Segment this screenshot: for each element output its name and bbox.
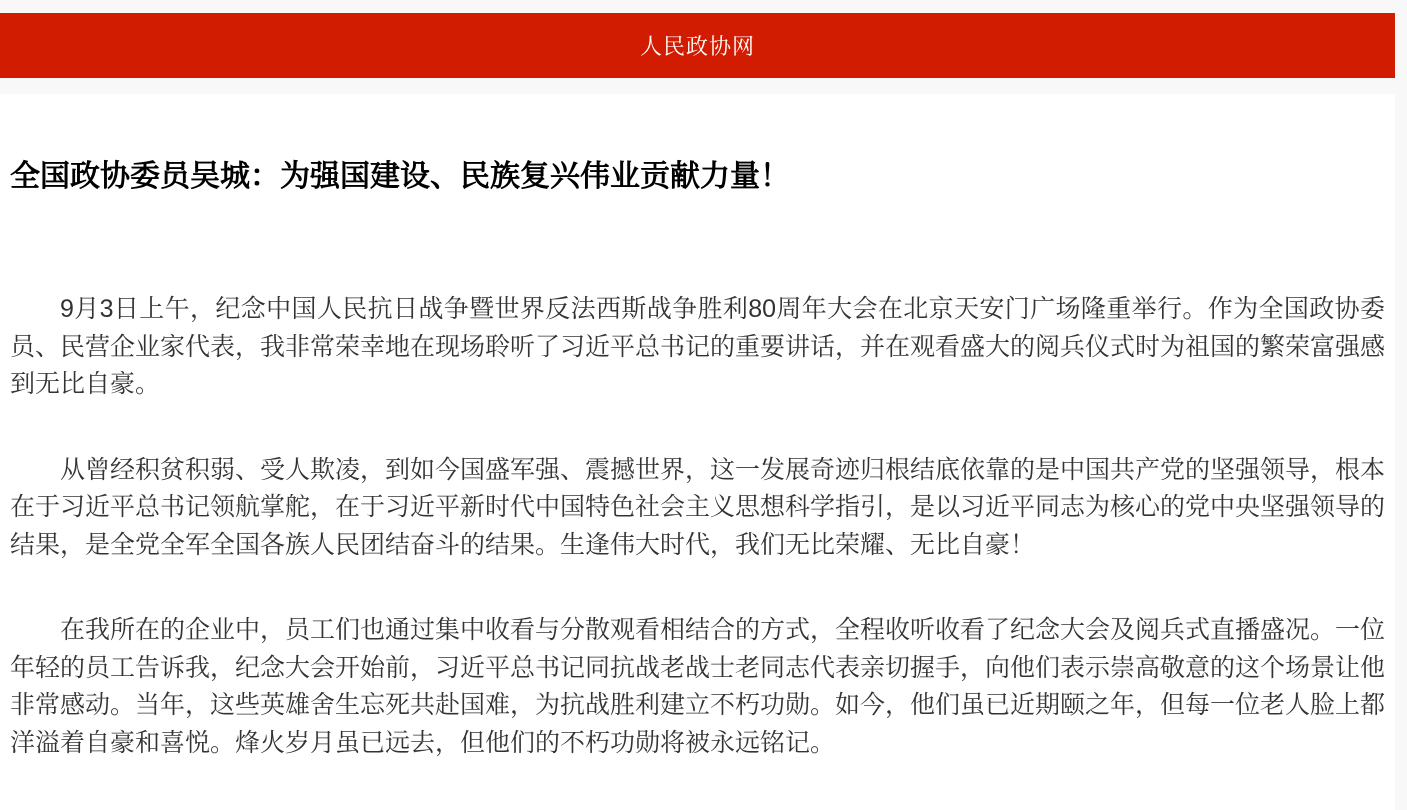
article-container bbox=[0, 94, 1395, 810]
article-paragraph: 从曾经积贫积弱、受人欺凌，到如今国盛军强、震撼世界，这一发展奇迹归根结底依靠的是中国共产党的坚强领导，根本在于习近平总书记领航掌舵，在于习近平新时代中国特色社会主义思想科学指引，是以习近平同志为核心的党中央坚强领导的结果，是全党全军全国各族人民团结奋斗的结果。生逢伟大时代，我们无比荣耀、无比自豪！ bbox=[10, 455, 1386, 559]
article-paragraph: 在我所在的企业中，员工们也通过集中收看与分散观看相结合的方式，全程收听收看了纪念大会及阅兵式直播盛况。一位年轻的员工告诉我，纪念大会开始前，习近平总书记同抗战老战士老同志代表亲切握手，向他们表示崇高敬意的这个场景让他非常感动。当年，这些英雄舍生忘死共赴国难，为抗战胜利建立不朽功勋。如今，他们虽已近期颐之年，但每一位老人脸上都洋溢着自豪和喜悦。烽火岁月虽已远去，但他们的不朽功勋将被永远铭记。 bbox=[10, 616, 1386, 757]
scrollbar-track[interactable] bbox=[1395, 0, 1407, 810]
site-title: 人民政协网 bbox=[639, 34, 755, 59]
article-title: 全国政协委员吴城：为强国建设、民族复兴伟业贡献力量！ bbox=[10, 160, 790, 193]
article-body bbox=[10, 291, 1385, 762]
article-paragraph: 9月3日上午，纪念中国人民抗日战争暨世界反法西斯战争胜利80周年大会在北京天安门广场隆重举行。作为全国政协委员、民营企业家代表，我非常荣幸地在现场聆听了习近平总书记的重要讲话，并在观看盛大的阅兵仪式时为祖国的繁荣富强感到无比自豪。 bbox=[10, 295, 1386, 398]
site-header-banner bbox=[0, 13, 1395, 78]
webpage bbox=[0, 13, 1395, 810]
